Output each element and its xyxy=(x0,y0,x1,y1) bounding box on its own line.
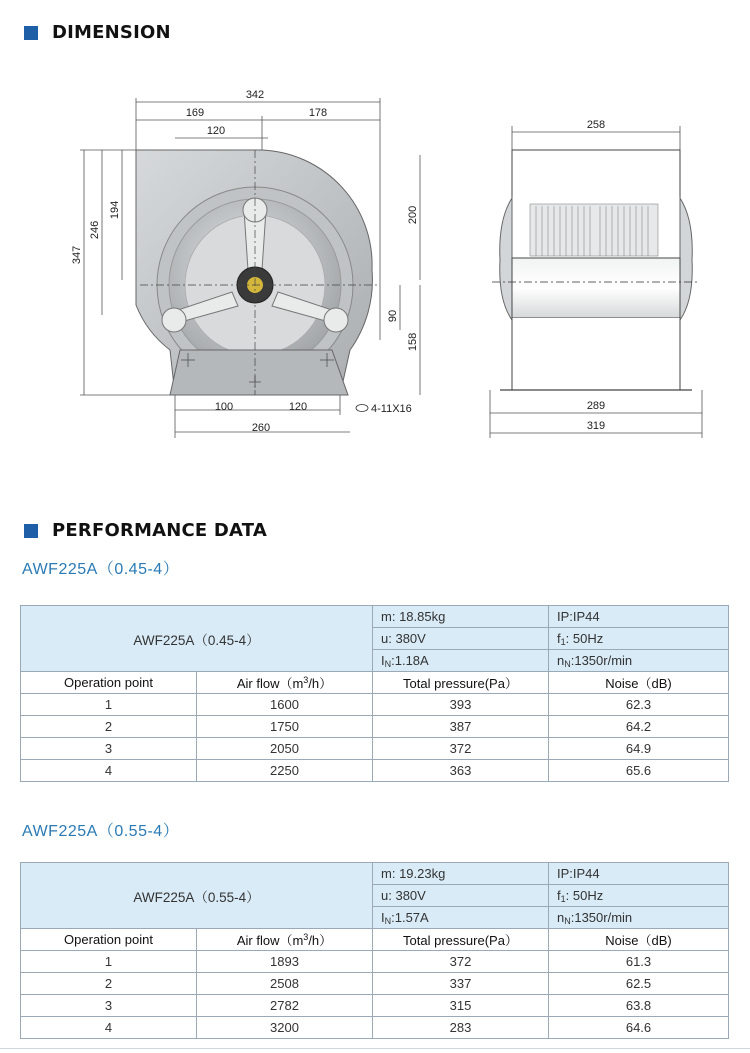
table-row xyxy=(21,694,729,716)
header-total-pressure: Total pressure(Pa） xyxy=(373,929,549,951)
dim-158: 158 xyxy=(407,332,419,352)
dimension-heading xyxy=(24,22,171,43)
header-operation-point: Operation point xyxy=(21,929,197,951)
header-noise: Noise（dB) xyxy=(549,672,729,694)
cell-airflow: 2508 xyxy=(197,973,373,995)
cell-op: 1 xyxy=(21,951,197,973)
cell-airflow: 2782 xyxy=(197,995,373,1017)
cell-noise: 63.8 xyxy=(549,995,729,1017)
cell-pressure: 372 xyxy=(373,951,549,973)
dim-319: 319 xyxy=(586,420,606,432)
fan-blades xyxy=(530,204,658,256)
performance-table-1 xyxy=(20,605,729,782)
mass-cell: m: 18.85kg xyxy=(373,606,549,628)
front-base xyxy=(170,350,348,395)
model-cell: AWF225A（0.55-4） xyxy=(21,863,373,929)
cell-airflow: 1750 xyxy=(197,716,373,738)
cell-pressure: 387 xyxy=(373,716,549,738)
cell-op: 4 xyxy=(21,760,197,782)
mass-cell: m: 19.23kg xyxy=(373,863,549,885)
cell-airflow: 2050 xyxy=(197,738,373,760)
dim-120-top: 120 xyxy=(206,125,226,137)
cell-pressure: 372 xyxy=(373,738,549,760)
current-cell: $I_N:1.57A$ xyxy=(373,907,549,929)
header-air-flow: Air $flow(m^3/h)$ xyxy=(197,672,373,694)
dim-90: 90 xyxy=(387,309,399,323)
header-air-flow: Air $flow(m^3/h)$ xyxy=(197,929,373,951)
cell-noise: 65.6 xyxy=(549,760,729,782)
dim-258: 258 xyxy=(586,119,606,131)
header-total-pressure: Total pressure(Pa） xyxy=(373,672,549,694)
dim-120-base: 120 xyxy=(288,401,308,413)
header-noise: Noise（dB) xyxy=(549,929,729,951)
cell-pressure: 393 xyxy=(373,694,549,716)
table-row xyxy=(21,1017,729,1039)
table-header-row xyxy=(21,929,729,951)
dim-100: 100 xyxy=(214,401,234,413)
ip-cell: IP:IP44 xyxy=(549,606,729,628)
dim-246: 246 xyxy=(89,220,101,240)
side-motor xyxy=(512,258,680,318)
section-square-icon xyxy=(24,524,38,538)
dim-347: 347 xyxy=(71,245,83,265)
performance-table-2 xyxy=(20,862,729,1039)
header-operation-point: Operation point xyxy=(21,672,197,694)
speed-cell: $n_N:1350r/\min$ xyxy=(549,650,729,672)
ip-cell: IP:IP44 xyxy=(549,863,729,885)
freq-cell: $f_1$: 50Hz xyxy=(549,885,729,907)
performance-title: PERFORMANCE DATA xyxy=(52,520,267,541)
cell-noise: 64.2 xyxy=(549,716,729,738)
model-heading-1: AWF225A（0.45-4） xyxy=(22,561,180,578)
current-cell: $I_N:1.18A$ xyxy=(373,650,549,672)
cell-op: 1 xyxy=(21,694,197,716)
cell-noise: 62.3 xyxy=(549,694,729,716)
table-row xyxy=(21,738,729,760)
table-row xyxy=(21,995,729,1017)
cell-noise: 64.9 xyxy=(549,738,729,760)
dim-194: 194 xyxy=(109,200,121,220)
cell-op: 4 xyxy=(21,1017,197,1039)
model-cell: AWF225A（0.45-4） xyxy=(21,606,373,672)
cell-noise: 64.6 xyxy=(549,1017,729,1039)
cell-op: 2 xyxy=(21,716,197,738)
dim-178: 178 xyxy=(308,107,328,119)
cell-noise: 61.3 xyxy=(549,951,729,973)
dim-289: 289 xyxy=(586,400,606,412)
dimension-title: DIMENSION xyxy=(52,22,171,43)
side-inlet-right xyxy=(680,198,692,320)
dim-260: 260 xyxy=(251,422,271,434)
slot-hole-icon xyxy=(356,405,368,412)
side-inlet-left xyxy=(500,198,512,320)
cell-pressure: 363 xyxy=(373,760,549,782)
voltage-cell: u: 380V xyxy=(373,885,549,907)
dimension-drawing xyxy=(0,70,750,530)
cell-pressure: 337 xyxy=(373,973,549,995)
table-row xyxy=(21,716,729,738)
cell-pressure: 283 xyxy=(373,1017,549,1039)
cell-op: 3 xyxy=(21,995,197,1017)
model-heading-2: AWF225A（0.55-4） xyxy=(22,823,180,840)
table-row xyxy=(21,951,729,973)
table-header-row xyxy=(21,672,729,694)
bottom-divider xyxy=(0,1048,750,1049)
side-lower-housing xyxy=(512,318,680,390)
speed-cell: $n_N:1350r/\min$ xyxy=(549,907,729,929)
performance-heading xyxy=(24,520,267,541)
dim-holes: 4-11X16 xyxy=(371,403,412,415)
cell-op: 2 xyxy=(21,973,197,995)
cell-airflow: 1893 xyxy=(197,951,373,973)
table-row xyxy=(21,760,729,782)
cell-airflow: 1600 xyxy=(197,694,373,716)
voltage-cell: u: 380V xyxy=(373,628,549,650)
cell-op: 3 xyxy=(21,738,197,760)
dim-200: 200 xyxy=(407,205,419,225)
dim-342: 342 xyxy=(245,89,265,101)
section-square-icon xyxy=(24,26,38,40)
cell-noise: 62.5 xyxy=(549,973,729,995)
cell-airflow: 3200 xyxy=(197,1017,373,1039)
cell-pressure: 315 xyxy=(373,995,549,1017)
cell-airflow: 2250 xyxy=(197,760,373,782)
dim-169: 169 xyxy=(185,107,205,119)
table-row xyxy=(21,973,729,995)
freq-cell: $f_1$: 50Hz xyxy=(549,628,729,650)
